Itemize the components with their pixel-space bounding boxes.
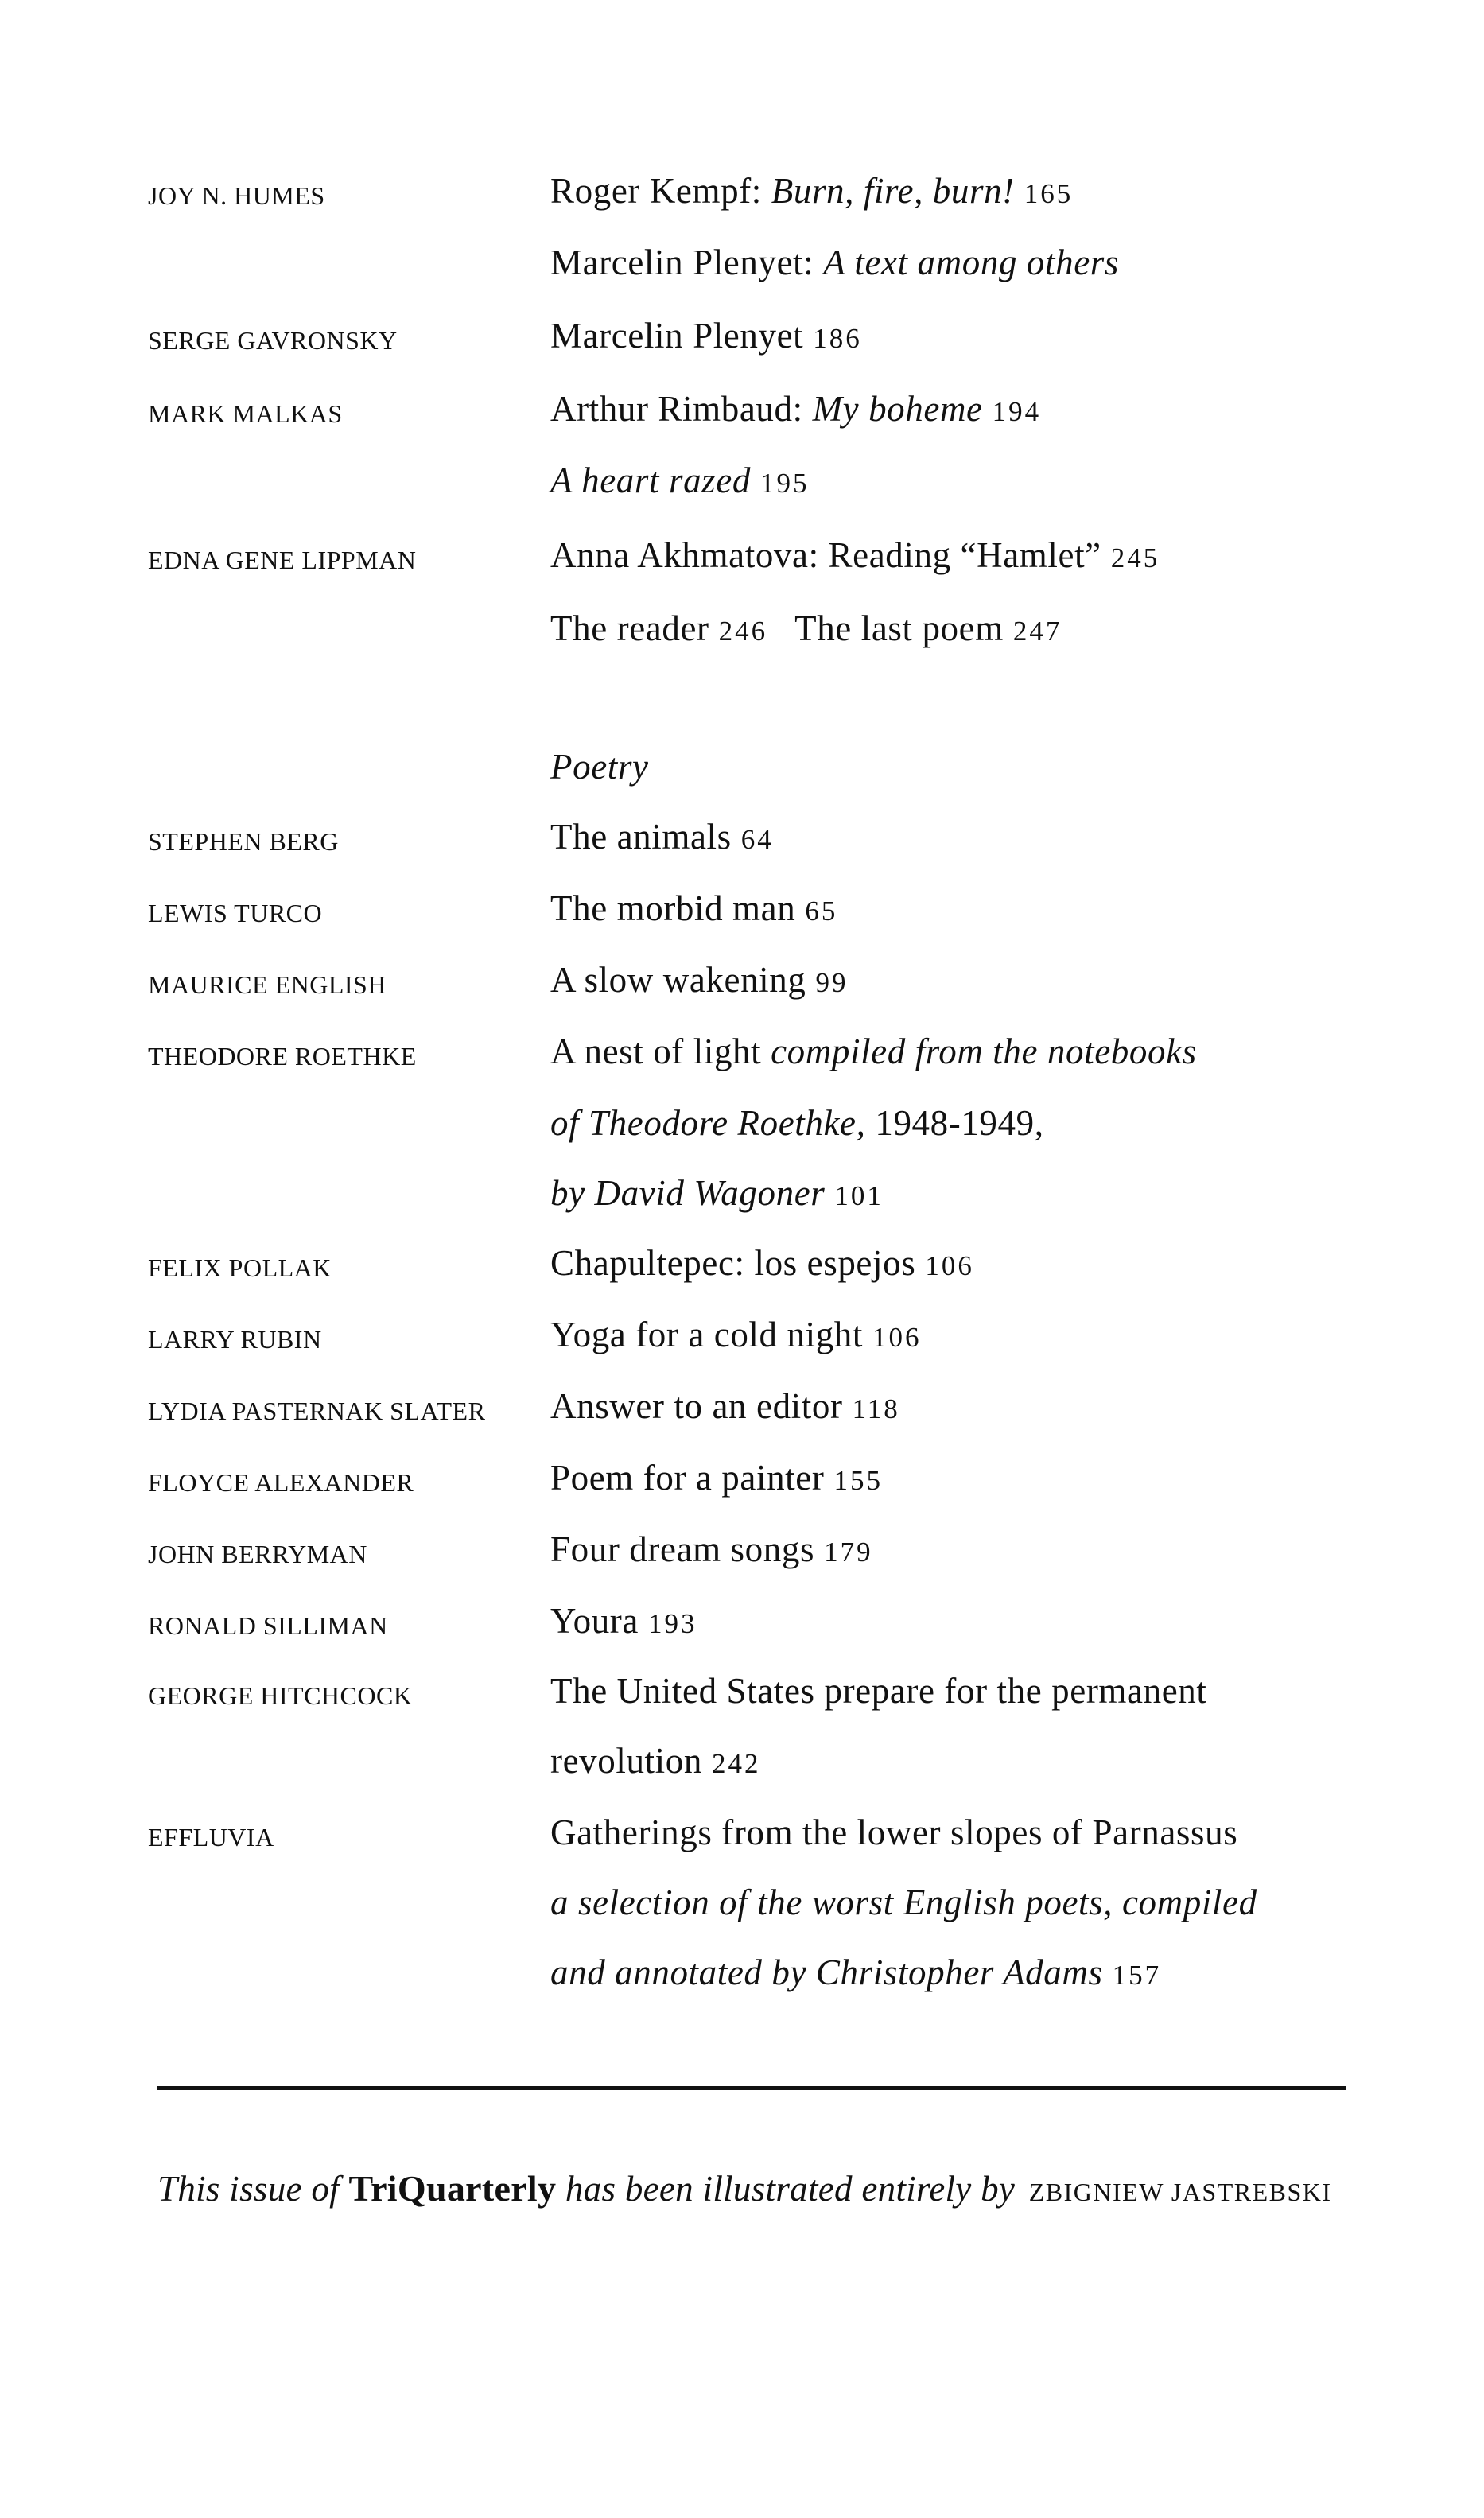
entry-title: The last poem: [794, 608, 1004, 648]
contents-entry: [550, 242, 1119, 283]
contents-entry: [550, 1031, 1197, 1072]
contents-entry: [550, 1882, 1257, 1923]
contents-entry: [550, 1812, 1237, 1853]
illustrator-name: ZBIGNIEW JASTREBSKI: [1028, 2178, 1332, 2206]
contents-entry: [550, 1314, 922, 1355]
entry-note: compiled from the notebooks: [771, 1032, 1197, 1071]
entry-work: A heart razed: [550, 460, 751, 500]
contents-entry: [550, 1952, 1161, 1993]
entry-title: Chapultepec: los espejos: [550, 1243, 916, 1283]
page-number: 242: [711, 1748, 761, 1779]
page-number: 155: [833, 1465, 883, 1496]
entry-title: The animals: [550, 817, 732, 857]
contributor-name: EDNA GENE LIPPMAN: [148, 546, 417, 574]
entry-note: of Theodore Roethke,: [550, 1103, 866, 1143]
page-number: 101: [834, 1180, 884, 1211]
illustration-credit: [157, 2167, 1332, 2209]
contributor-name: LEWIS TURCO: [148, 899, 323, 927]
entry-note: a selection of the worst English poets, compiled: [550, 1883, 1257, 1922]
contents-entry: [550, 1385, 900, 1427]
entry-work: My boheme: [812, 389, 983, 429]
contributor-name: LARRY RUBIN: [148, 1325, 322, 1354]
entry-note: by David Wagoner: [550, 1173, 826, 1213]
page-number: 106: [872, 1322, 922, 1353]
contributor-name: SERGE GAVRONSKY: [148, 326, 398, 355]
entry-title: The morbid man: [550, 888, 796, 928]
contributor-name: FELIX POLLAK: [148, 1253, 332, 1282]
page-number: 65: [805, 896, 838, 927]
credit-middle: has been illustrated entirely by: [565, 2169, 1016, 2209]
entry-title: Four dream songs: [550, 1529, 815, 1569]
page-number: 106: [925, 1250, 974, 1281]
page-number: 193: [647, 1608, 697, 1639]
contributor-name: STEPHEN BERG: [148, 827, 339, 856]
contributor-name: RONALD SILLIMAN: [148, 1611, 388, 1640]
entry-title: Answer to an editor: [550, 1386, 843, 1426]
entry-title: revolution: [550, 1741, 702, 1781]
contents-entry: [550, 534, 1160, 576]
contents-entry: [550, 1740, 760, 1782]
contributor-name: LYDIA PASTERNAK SLATER: [148, 1397, 486, 1425]
contents-entry: [550, 608, 1062, 649]
page-number: 118: [852, 1393, 900, 1424]
entry-dates: 1948-1949,: [875, 1103, 1044, 1143]
contributor-name: MARK MALKAS: [148, 399, 343, 428]
page-number: 165: [1024, 178, 1074, 209]
entry-work: Burn, fire, burn!: [771, 171, 1015, 211]
contents-entry: [550, 816, 774, 857]
entry-credit: Marcelin Plenyet:: [550, 243, 814, 282]
entry-credit: Marcelin Plenyet: [550, 316, 804, 356]
contributor-name: JOY N. HUMES: [148, 181, 325, 210]
contents-entry: [550, 1670, 1206, 1712]
entry-title: The reader: [550, 608, 709, 648]
contributor-name: THEODORE ROETHKE: [148, 1042, 417, 1071]
contributor-name: JOHN BERRYMAN: [148, 1540, 367, 1568]
entry-title: Poem for a painter: [550, 1458, 825, 1498]
entry-title: Youra: [550, 1601, 639, 1641]
contents-entry: [550, 388, 1041, 429]
contents-entry: [550, 315, 862, 356]
contributor-name: FLOYCE ALEXANDER: [148, 1468, 414, 1497]
contents-entry: [550, 170, 1073, 212]
divider-rule: [157, 2086, 1346, 2090]
entry-title: The United States prepare for the permanent: [550, 1671, 1207, 1711]
contributor-name: MAURICE ENGLISH: [148, 970, 387, 999]
entry-title: A slow wakening: [550, 960, 806, 1000]
entry-title: Yoga for a cold night: [550, 1315, 863, 1354]
contents-entry: [550, 1529, 873, 1570]
page-number: 245: [1110, 542, 1160, 573]
entry-work: A text among others: [823, 243, 1119, 282]
page-number: 246: [718, 616, 768, 647]
contents-entry: [550, 1242, 974, 1284]
entry-credit: Anna Akhmatova: Reading “Hamlet”: [550, 535, 1101, 575]
contents-entry: [550, 1102, 1044, 1144]
page-number: 99: [815, 967, 849, 998]
entry-title: Gatherings from the lower slopes of Parnassus: [550, 1813, 1238, 1852]
contents-entry: [550, 1172, 884, 1214]
contents-entry: [550, 959, 848, 1001]
page-number: 194: [992, 396, 1042, 427]
page-number: 195: [759, 468, 810, 499]
section-heading: Poetry: [550, 747, 649, 787]
page-number: 186: [813, 323, 862, 354]
page-number: 157: [1112, 1960, 1162, 1991]
page-number: 64: [740, 824, 774, 855]
magazine-name: TriQuarterly: [348, 2168, 557, 2209]
contents-entry: [550, 888, 837, 929]
contents-entry: [550, 1457, 883, 1498]
contents-entry: [550, 1600, 697, 1642]
contributor-name: GEORGE HITCHCOCK: [148, 1681, 413, 1710]
contributor-name: EFFLUVIA: [148, 1823, 274, 1852]
credit-lead: This issue of: [157, 2169, 340, 2209]
entry-credit: Roger Kempf:: [550, 171, 762, 211]
page-number: 247: [1012, 616, 1062, 647]
entry-title: A nest of light: [550, 1032, 762, 1071]
entry-note: and annotated by Christopher Adams: [550, 1953, 1103, 1992]
entry-credit: Arthur Rimbaud:: [550, 389, 803, 429]
contents-entry: [550, 460, 809, 501]
page-number: 179: [824, 1537, 873, 1568]
